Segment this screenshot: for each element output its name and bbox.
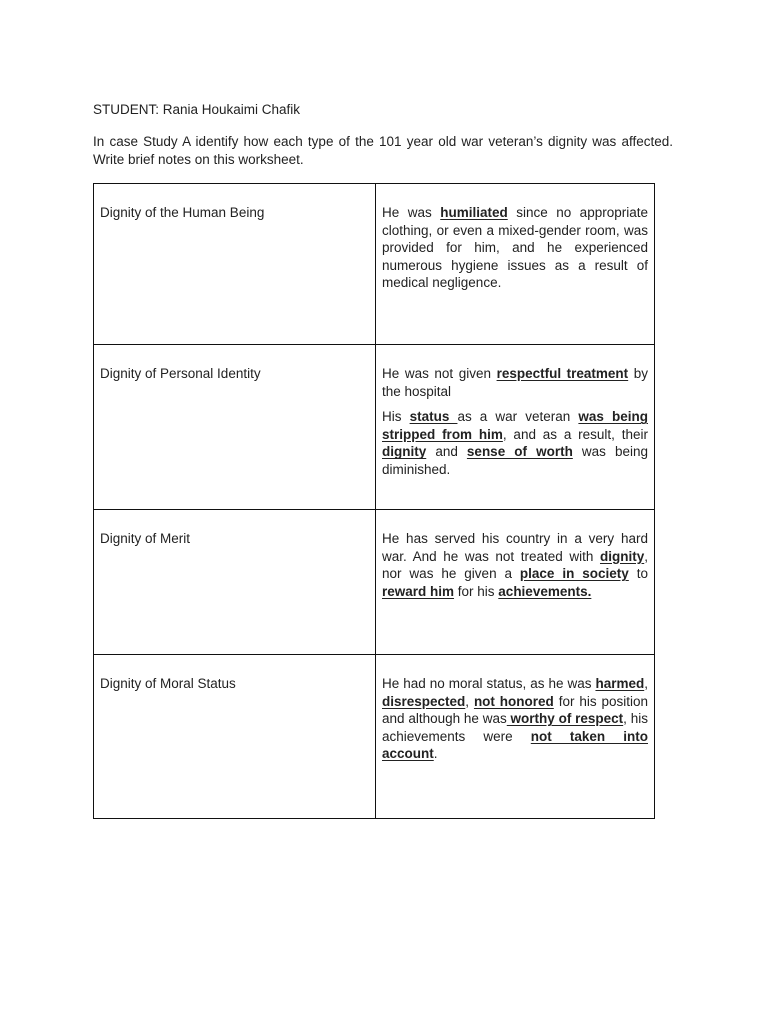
highlighted-phrase: sense of worth [466,444,573,460]
note-paragraph: He was humiliated since no appropriate clothing, or even a mixed-gender room, was provided for him, and he experienced numerous hygiene issues as a result of medical negligence. [382,205,648,291]
dignity-notes-cell [376,345,655,510]
highlighted-phrase: dignity [599,548,645,564]
table-row [94,655,655,819]
note-paragraph: He had no moral status, as he was harmed, disrespected, not honored for his position and although he was worthy of respect, his achievements were not taken into account. [382,676,649,762]
highlighted-phrase: status [409,409,458,425]
table-row [94,510,655,655]
highlighted-phrase: dignity [382,444,427,460]
highlighted-phrase: not taken into account [382,728,648,762]
dignity-type-cell: Dignity of Personal Identity [94,345,376,510]
instructions-text: In case Study A identify how each type of the 101 year old war veteran’s dignity was affected. Write brief notes on this worksheet. [93,134,673,167]
highlighted-phrase: not honored [473,693,554,709]
note-paragraph: He has served his country in a very hard war. And he was not treated with dignity, nor was he given a place in society to reward him for his achievements. [382,531,648,599]
highlighted-phrase: humiliated [440,205,508,220]
note-paragraph: His status as a war veteran was being stripped from him, and as a result, their dignity and sense of worth was being diminished. [382,409,649,477]
note-paragraph: He was not given respectful treatment by the hospital [382,366,648,399]
highlighted-phrase: reward him [382,583,455,599]
student-name-line: STUDENT: Rania Houkaimi Chafik [93,102,301,117]
dignity-notes-cell [376,655,655,819]
highlighted-phrase: disrespected [382,693,466,709]
highlighted-phrase: harmed [595,676,645,691]
highlighted-phrase: respectful treatment [496,366,629,381]
dignity-notes-cell [376,184,655,345]
dignity-notes-cell [376,510,655,655]
highlighted-phrase: worthy of respect [506,711,624,727]
dignity-worksheet-table [93,183,655,819]
highlighted-phrase: was being stripped from him [382,409,648,442]
highlighted-phrase: place in society [519,566,629,582]
table-row [94,184,655,345]
highlighted-phrase: achievements. [498,583,592,599]
table-row [94,345,655,510]
dignity-type-cell: Dignity of Moral Status [94,655,376,819]
dignity-type-cell: Dignity of Merit [94,510,376,655]
dignity-type-cell: Dignity of the Human Being [94,184,376,345]
